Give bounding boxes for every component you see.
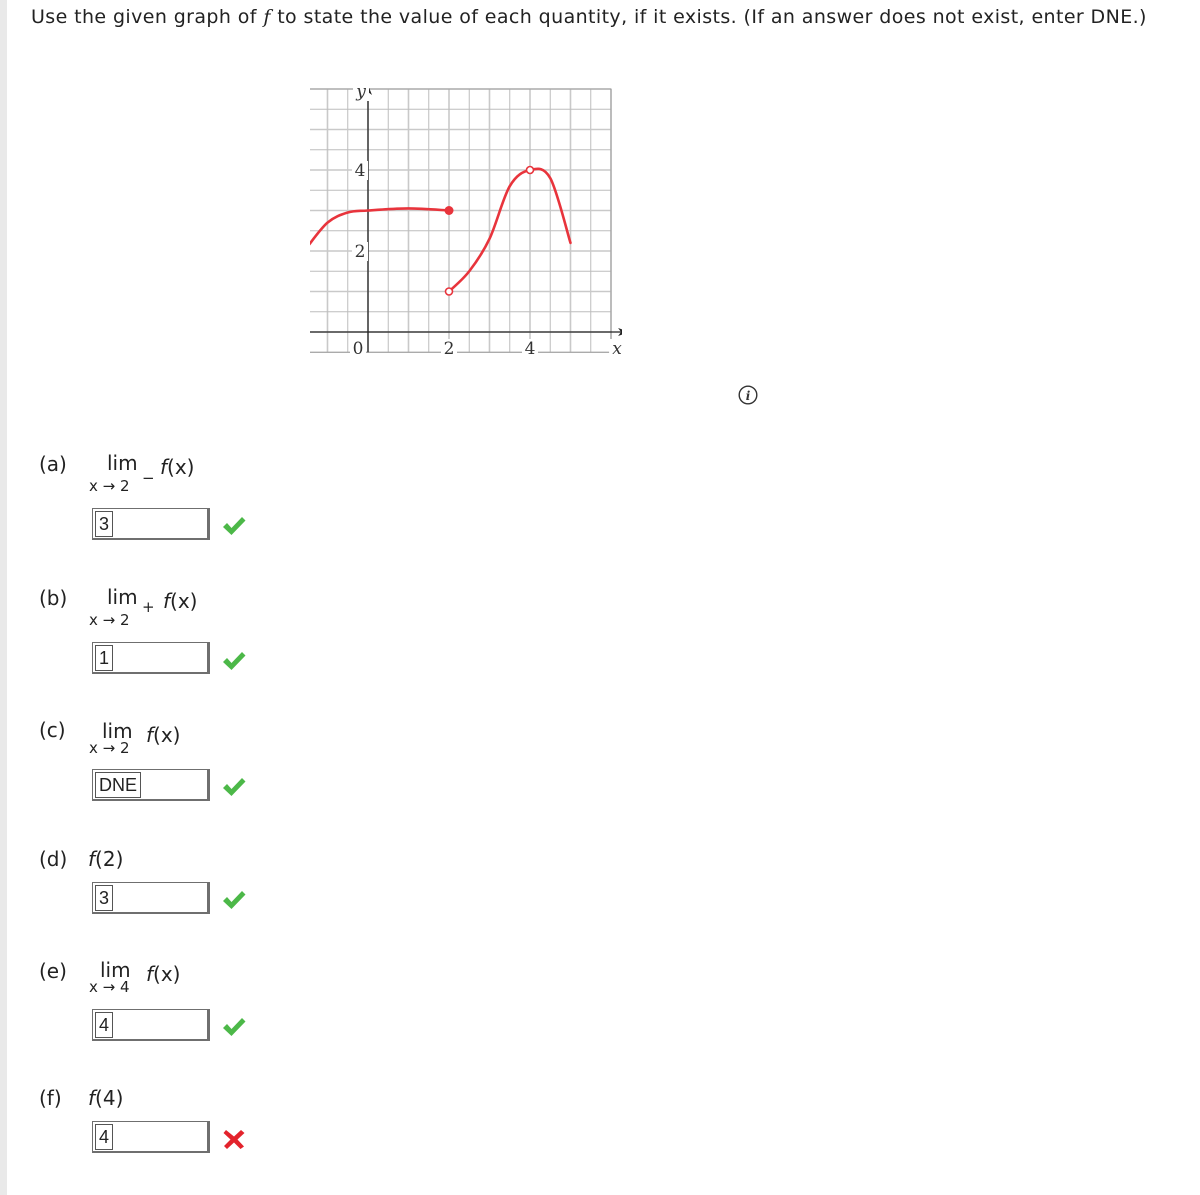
y-tick-label-4: 4 <box>354 161 366 181</box>
graph-grid <box>310 89 611 352</box>
part-label: (b) <box>39 586 68 610</box>
limit-operator: lim <box>107 451 138 475</box>
function-argument: (x) <box>170 589 198 613</box>
answer-value: 1 <box>95 645 113 671</box>
answer-input[interactable] <box>92 642 210 674</box>
function-argument: (x) <box>153 723 181 747</box>
function-expression <box>146 723 181 747</box>
function-name: f <box>88 847 96 871</box>
check-icon <box>222 515 246 537</box>
limit-direction: + <box>142 598 155 616</box>
answer-value: 4 <box>95 1124 113 1150</box>
answer-value: 4 <box>95 1012 113 1038</box>
x-tick-label-0: 0 <box>352 339 364 359</box>
check-icon <box>222 650 246 672</box>
open-dot <box>446 288 453 295</box>
answer-value: DNE <box>95 772 141 798</box>
limit-operator: lim <box>102 719 133 743</box>
check-icon <box>222 776 246 798</box>
left-border <box>0 0 7 1195</box>
limit-direction: − <box>142 469 155 487</box>
answer-input[interactable] <box>92 1009 210 1041</box>
function-argument: (2) <box>95 847 124 871</box>
closed-dot <box>445 206 454 215</box>
graph-axes <box>310 88 622 352</box>
function-name: f <box>88 1086 96 1110</box>
question-prompt <box>31 6 1147 28</box>
function-argument: (4) <box>95 1086 124 1110</box>
limit-subscript: x → 2 <box>89 611 130 629</box>
part-label: (d) <box>39 847 68 871</box>
limit-subscript: x → 2 <box>89 477 130 495</box>
answer-value: 3 <box>95 511 113 537</box>
x-tick-label-4: 4 <box>524 339 536 359</box>
function-expression <box>88 847 123 871</box>
limit-subscript: x → 4 <box>89 978 130 996</box>
function-expression <box>160 455 195 479</box>
check-icon <box>222 889 246 911</box>
function-expression <box>146 962 181 986</box>
y-axis-label: y <box>356 88 366 102</box>
function-name: f <box>146 723 154 747</box>
info-icon[interactable] <box>738 385 758 405</box>
function-name: f <box>160 455 168 479</box>
function-graph <box>310 88 622 372</box>
check-icon <box>222 1016 246 1038</box>
graph-tick-labels <box>350 88 622 359</box>
function-expression <box>163 589 198 613</box>
answer-input[interactable] <box>92 508 210 540</box>
prompt-text-1: Use the given graph of <box>31 6 264 28</box>
part-label: (f) <box>39 1086 62 1110</box>
limit-operator: lim <box>107 585 138 609</box>
function-name: f <box>163 589 171 613</box>
function-expression <box>88 1086 123 1110</box>
open-dot <box>527 167 534 174</box>
x-axis-label: x <box>612 339 622 359</box>
function-argument: (x) <box>153 962 181 986</box>
part-label: (a) <box>39 452 67 476</box>
svg-text:i: i <box>745 389 751 403</box>
limit-subscript: x → 2 <box>89 739 130 757</box>
x-tick-label-2: 2 <box>443 339 455 359</box>
function-name: f <box>146 962 154 986</box>
limit-operator: lim <box>100 958 131 982</box>
cross-icon <box>222 1128 246 1150</box>
answer-input[interactable] <box>92 1121 210 1153</box>
function-argument: (x) <box>167 455 195 479</box>
y-tick-label-2: 2 <box>354 242 366 262</box>
grid-border <box>310 89 611 352</box>
answer-input[interactable] <box>92 769 210 801</box>
answer-value: 3 <box>95 885 113 911</box>
part-label: (e) <box>39 959 67 983</box>
function-curve <box>310 169 571 292</box>
prompt-function-name: f <box>263 6 271 28</box>
part-label: (c) <box>39 718 66 742</box>
prompt-text-2: to state the value of each quantity, if it exists. (If an answer does not exist, enter DNE.) <box>270 6 1147 28</box>
answer-input[interactable] <box>92 882 210 914</box>
